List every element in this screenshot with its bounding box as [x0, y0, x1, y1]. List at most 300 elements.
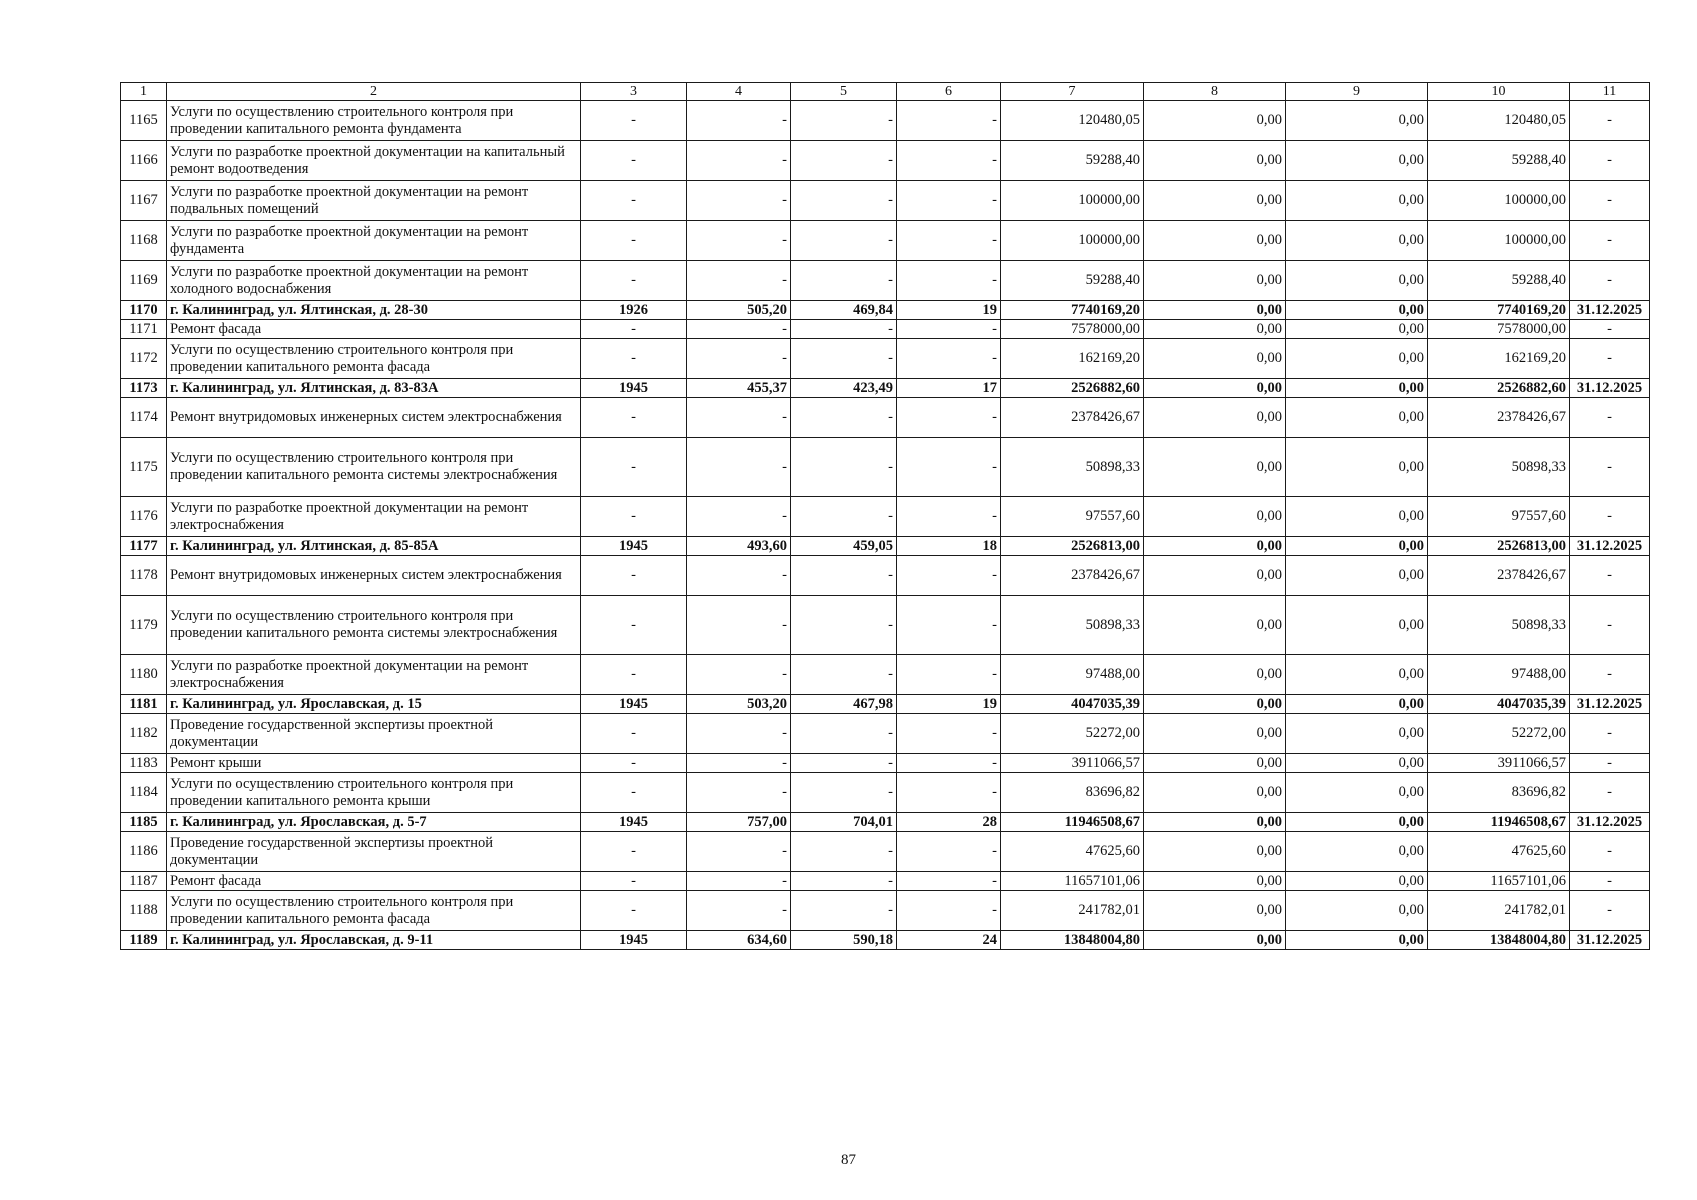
total-area-cell: - — [687, 320, 791, 339]
fund-cost-cell: 0,00 — [1144, 773, 1286, 813]
completion-date-cell: - — [1570, 398, 1650, 438]
owners-cost-cell: 120480,05 — [1428, 101, 1570, 141]
completion-date-cell: - — [1570, 497, 1650, 537]
address-row — [121, 537, 1650, 556]
total-area-cell: 757,00 — [687, 813, 791, 832]
total-cost-cell: 50898,33 — [1001, 438, 1144, 497]
work-name-cell: Ремонт внутридомовых инженерных систем электроснабжения — [167, 556, 581, 596]
work-row — [121, 181, 1650, 221]
total-area-cell: - — [687, 181, 791, 221]
address-row — [121, 379, 1650, 398]
fund-cost-cell: 0,00 — [1144, 141, 1286, 181]
total-cost-cell: 162169,20 — [1001, 339, 1144, 379]
row-number-cell: 1179 — [121, 596, 167, 655]
header-cell: 6 — [897, 83, 1001, 101]
year-cell: - — [581, 398, 687, 438]
living-area-cell: - — [791, 891, 897, 931]
row-number-cell: 1171 — [121, 320, 167, 339]
total-area-cell: - — [687, 261, 791, 301]
residents-cell: - — [897, 141, 1001, 181]
completion-date-cell: - — [1570, 714, 1650, 754]
row-number-cell: 1180 — [121, 655, 167, 695]
living-area-cell: - — [791, 141, 897, 181]
total-cost-cell: 47625,60 — [1001, 832, 1144, 872]
header-cell: 8 — [1144, 83, 1286, 101]
living-area-cell: - — [791, 181, 897, 221]
work-name-cell: Услуги по разработке проектной документации на ремонт электроснабжения — [167, 497, 581, 537]
budget-cost-cell: 0,00 — [1286, 141, 1428, 181]
completion-date-cell: - — [1570, 339, 1650, 379]
year-cell: 1945 — [581, 931, 687, 950]
completion-date-cell: - — [1570, 596, 1650, 655]
fund-cost-cell: 0,00 — [1144, 813, 1286, 832]
year-cell: - — [581, 773, 687, 813]
year-cell: - — [581, 438, 687, 497]
budget-cost-cell: 0,00 — [1286, 754, 1428, 773]
completion-date-cell: - — [1570, 181, 1650, 221]
row-number-cell: 1181 — [121, 695, 167, 714]
owners-cost-cell: 97488,00 — [1428, 655, 1570, 695]
total-area-cell: - — [687, 101, 791, 141]
work-row — [121, 497, 1650, 537]
residents-cell: 17 — [897, 379, 1001, 398]
year-cell: 1945 — [581, 379, 687, 398]
row-number-cell: 1172 — [121, 339, 167, 379]
header-cell: 1 — [121, 83, 167, 101]
residents-cell: 24 — [897, 931, 1001, 950]
total-cost-cell: 50898,33 — [1001, 596, 1144, 655]
budget-cost-cell: 0,00 — [1286, 101, 1428, 141]
fund-cost-cell: 0,00 — [1144, 438, 1286, 497]
fund-cost-cell: 0,00 — [1144, 221, 1286, 261]
total-cost-cell: 100000,00 — [1001, 221, 1144, 261]
fund-cost-cell: 0,00 — [1144, 891, 1286, 931]
row-number-cell: 1168 — [121, 221, 167, 261]
living-area-cell: - — [791, 339, 897, 379]
residents-cell: - — [897, 221, 1001, 261]
residents-cell: 18 — [897, 537, 1001, 556]
work-row — [121, 773, 1650, 813]
row-number-cell: 1169 — [121, 261, 167, 301]
total-area-cell: 505,20 — [687, 301, 791, 320]
year-cell: 1945 — [581, 537, 687, 556]
work-row — [121, 101, 1650, 141]
owners-cost-cell: 7578000,00 — [1428, 320, 1570, 339]
year-cell: - — [581, 261, 687, 301]
total-cost-cell: 2378426,67 — [1001, 556, 1144, 596]
budget-cost-cell: 0,00 — [1286, 931, 1428, 950]
year-cell: 1945 — [581, 695, 687, 714]
work-name-cell: Услуги по разработке проектной документации на ремонт электроснабжения — [167, 655, 581, 695]
fund-cost-cell: 0,00 — [1144, 714, 1286, 754]
fund-cost-cell: 0,00 — [1144, 695, 1286, 714]
fund-cost-cell: 0,00 — [1144, 931, 1286, 950]
work-name-cell: Услуги по осуществлению строительного контроля при проведении капитального ремонта фасада — [167, 339, 581, 379]
year-cell: - — [581, 655, 687, 695]
living-area-cell: - — [791, 773, 897, 813]
total-cost-cell: 97488,00 — [1001, 655, 1144, 695]
budget-cost-cell: 0,00 — [1286, 714, 1428, 754]
work-row — [121, 714, 1650, 754]
work-row — [121, 261, 1650, 301]
total-area-cell: - — [687, 141, 791, 181]
budget-cost-cell: 0,00 — [1286, 379, 1428, 398]
budget-cost-cell: 0,00 — [1286, 537, 1428, 556]
total-cost-cell: 241782,01 — [1001, 891, 1144, 931]
total-area-cell: - — [687, 339, 791, 379]
residents-cell: - — [897, 714, 1001, 754]
total-cost-cell: 2526882,60 — [1001, 379, 1144, 398]
work-name-cell: Услуги по разработке проектной документации на ремонт фундамента — [167, 221, 581, 261]
header-cell: 11 — [1570, 83, 1650, 101]
budget-cost-cell: 0,00 — [1286, 301, 1428, 320]
fund-cost-cell: 0,00 — [1144, 556, 1286, 596]
work-name-cell: Услуги по разработке проектной документации на ремонт подвальных помещений — [167, 181, 581, 221]
row-number-cell: 1187 — [121, 872, 167, 891]
header-cell: 2 — [167, 83, 581, 101]
row-number-cell: 1165 — [121, 101, 167, 141]
address-row — [121, 301, 1650, 320]
header-cell: 10 — [1428, 83, 1570, 101]
total-area-cell: - — [687, 438, 791, 497]
residents-cell: - — [897, 320, 1001, 339]
page-number: 87 — [841, 1152, 856, 1168]
total-cost-cell: 13848004,80 — [1001, 931, 1144, 950]
work-name-cell: Услуги по разработке проектной документации на ремонт холодного водоснабжения — [167, 261, 581, 301]
owners-cost-cell: 50898,33 — [1428, 438, 1570, 497]
year-cell: - — [581, 181, 687, 221]
owners-cost-cell: 4047035,39 — [1428, 695, 1570, 714]
column-number-header — [121, 83, 1650, 101]
completion-date-cell: - — [1570, 872, 1650, 891]
fund-cost-cell: 0,00 — [1144, 379, 1286, 398]
row-number-cell: 1178 — [121, 556, 167, 596]
work-name-cell: Услуги по осуществлению строительного контроля при проведении капитального ремонта фундамента — [167, 101, 581, 141]
owners-cost-cell: 97557,60 — [1428, 497, 1570, 537]
residents-cell: - — [897, 596, 1001, 655]
row-number-cell: 1188 — [121, 891, 167, 931]
living-area-cell: - — [791, 556, 897, 596]
address-row — [121, 813, 1650, 832]
total-area-cell: 493,60 — [687, 537, 791, 556]
living-area-cell: - — [791, 398, 897, 438]
total-area-cell: - — [687, 754, 791, 773]
total-area-cell: 634,60 — [687, 931, 791, 950]
residents-cell: - — [897, 872, 1001, 891]
total-cost-cell: 4047035,39 — [1001, 695, 1144, 714]
owners-cost-cell: 13848004,80 — [1428, 931, 1570, 950]
residents-cell: - — [897, 754, 1001, 773]
total-cost-cell: 2378426,67 — [1001, 398, 1144, 438]
residents-cell: - — [897, 556, 1001, 596]
work-name-cell: Проведение государственной экспертизы проектной документации — [167, 714, 581, 754]
completion-date-cell: - — [1570, 320, 1650, 339]
residents-cell: 19 — [897, 695, 1001, 714]
owners-cost-cell: 50898,33 — [1428, 596, 1570, 655]
residents-cell: - — [897, 773, 1001, 813]
year-cell: 1926 — [581, 301, 687, 320]
owners-cost-cell: 11657101,06 — [1428, 872, 1570, 891]
total-area-cell: - — [687, 773, 791, 813]
total-area-cell: 503,20 — [687, 695, 791, 714]
work-name-cell: Услуги по осуществлению строительного контроля при проведении капитального ремонта фасада — [167, 891, 581, 931]
completion-date-cell: - — [1570, 261, 1650, 301]
fund-cost-cell: 0,00 — [1144, 537, 1286, 556]
work-name-cell: г. Калининград, ул. Ярославская, д. 15 — [167, 695, 581, 714]
completion-date-cell: 31.12.2025 — [1570, 301, 1650, 320]
table-body — [121, 83, 1650, 950]
completion-date-cell: - — [1570, 221, 1650, 261]
row-number-cell: 1174 — [121, 398, 167, 438]
owners-cost-cell: 2526813,00 — [1428, 537, 1570, 556]
work-row — [121, 556, 1650, 596]
budget-cost-cell: 0,00 — [1286, 872, 1428, 891]
living-area-cell: - — [791, 221, 897, 261]
budget-cost-cell: 0,00 — [1286, 181, 1428, 221]
fund-cost-cell: 0,00 — [1144, 181, 1286, 221]
work-row — [121, 891, 1650, 931]
budget-cost-cell: 0,00 — [1286, 695, 1428, 714]
fund-cost-cell: 0,00 — [1144, 596, 1286, 655]
work-row — [121, 221, 1650, 261]
work-row — [121, 872, 1650, 891]
work-name-cell: Ремонт внутридомовых инженерных систем электроснабжения — [167, 398, 581, 438]
owners-cost-cell: 2378426,67 — [1428, 556, 1570, 596]
living-area-cell: 423,49 — [791, 379, 897, 398]
living-area-cell: - — [791, 320, 897, 339]
work-name-cell: Услуги по осуществлению строительного контроля при проведении капитального ремонта системы электроснабжения — [167, 596, 581, 655]
header-cell: 9 — [1286, 83, 1428, 101]
row-number-cell: 1173 — [121, 379, 167, 398]
living-area-cell: - — [791, 261, 897, 301]
completion-date-cell: 31.12.2025 — [1570, 537, 1650, 556]
residents-cell: - — [897, 101, 1001, 141]
year-cell: - — [581, 320, 687, 339]
living-area-cell: - — [791, 754, 897, 773]
total-area-cell: - — [687, 891, 791, 931]
work-row — [121, 596, 1650, 655]
work-row — [121, 320, 1650, 339]
row-number-cell: 1185 — [121, 813, 167, 832]
year-cell: - — [581, 141, 687, 181]
living-area-cell: 467,98 — [791, 695, 897, 714]
living-area-cell: - — [791, 655, 897, 695]
living-area-cell: - — [791, 714, 897, 754]
fund-cost-cell: 0,00 — [1144, 339, 1286, 379]
total-area-cell: - — [687, 556, 791, 596]
total-cost-cell: 59288,40 — [1001, 261, 1144, 301]
address-row — [121, 695, 1650, 714]
work-name-cell: Ремонт фасада — [167, 872, 581, 891]
total-cost-cell: 11946508,67 — [1001, 813, 1144, 832]
living-area-cell: 459,05 — [791, 537, 897, 556]
residents-cell: - — [897, 655, 1001, 695]
header-cell: 4 — [687, 83, 791, 101]
row-number-cell: 1175 — [121, 438, 167, 497]
row-number-cell: 1189 — [121, 931, 167, 950]
fund-cost-cell: 0,00 — [1144, 398, 1286, 438]
total-cost-cell: 120480,05 — [1001, 101, 1144, 141]
living-area-cell: - — [791, 872, 897, 891]
residents-cell: - — [897, 181, 1001, 221]
residents-cell: - — [897, 497, 1001, 537]
total-area-cell: - — [687, 221, 791, 261]
completion-date-cell: - — [1570, 832, 1650, 872]
year-cell: - — [581, 754, 687, 773]
year-cell: - — [581, 556, 687, 596]
completion-date-cell: 31.12.2025 — [1570, 695, 1650, 714]
year-cell: - — [581, 339, 687, 379]
total-area-cell: - — [687, 596, 791, 655]
total-cost-cell: 100000,00 — [1001, 181, 1144, 221]
row-number-cell: 1186 — [121, 832, 167, 872]
owners-cost-cell: 11946508,67 — [1428, 813, 1570, 832]
header-cell: 3 — [581, 83, 687, 101]
row-number-cell: 1170 — [121, 301, 167, 320]
work-name-cell: г. Калининград, ул. Ялтинская, д. 83-83А — [167, 379, 581, 398]
budget-cost-cell: 0,00 — [1286, 261, 1428, 301]
work-name-cell: г. Калининград, ул. Ярославская, д. 9-11 — [167, 931, 581, 950]
fund-cost-cell: 0,00 — [1144, 754, 1286, 773]
fund-cost-cell: 0,00 — [1144, 261, 1286, 301]
residents-cell: 28 — [897, 813, 1001, 832]
address-row — [121, 931, 1650, 950]
completion-date-cell: 31.12.2025 — [1570, 379, 1650, 398]
total-cost-cell: 83696,82 — [1001, 773, 1144, 813]
year-cell: 1945 — [581, 813, 687, 832]
work-name-cell: г. Калининград, ул. Ялтинская, д. 28-30 — [167, 301, 581, 320]
owners-cost-cell: 59288,40 — [1428, 141, 1570, 181]
year-cell: - — [581, 891, 687, 931]
completion-date-cell: 31.12.2025 — [1570, 931, 1650, 950]
budget-cost-cell: 0,00 — [1286, 773, 1428, 813]
owners-cost-cell: 162169,20 — [1428, 339, 1570, 379]
residents-cell: - — [897, 339, 1001, 379]
work-name-cell: Услуги по разработке проектной документации на капитальный ремонт водоотведения — [167, 141, 581, 181]
work-name-cell: Услуги по осуществлению строительного контроля при проведении капитального ремонта системы электроснабжения — [167, 438, 581, 497]
year-cell: - — [581, 497, 687, 537]
work-row — [121, 141, 1650, 181]
living-area-cell: 704,01 — [791, 813, 897, 832]
completion-date-cell: - — [1570, 438, 1650, 497]
budget-cost-cell: 0,00 — [1286, 398, 1428, 438]
total-cost-cell: 97557,60 — [1001, 497, 1144, 537]
header-cell: 5 — [791, 83, 897, 101]
budget-cost-cell: 0,00 — [1286, 339, 1428, 379]
work-row — [121, 339, 1650, 379]
owners-cost-cell: 59288,40 — [1428, 261, 1570, 301]
row-number-cell: 1167 — [121, 181, 167, 221]
owners-cost-cell: 241782,01 — [1428, 891, 1570, 931]
work-name-cell: Ремонт фасада — [167, 320, 581, 339]
completion-date-cell: - — [1570, 556, 1650, 596]
work-name-cell: г. Калининград, ул. Ярославская, д. 5-7 — [167, 813, 581, 832]
total-cost-cell: 59288,40 — [1001, 141, 1144, 181]
year-cell: - — [581, 832, 687, 872]
work-row — [121, 655, 1650, 695]
owners-cost-cell: 2378426,67 — [1428, 398, 1570, 438]
budget-cost-cell: 0,00 — [1286, 655, 1428, 695]
row-number-cell: 1184 — [121, 773, 167, 813]
row-number-cell: 1182 — [121, 714, 167, 754]
owners-cost-cell: 83696,82 — [1428, 773, 1570, 813]
work-name-cell: г. Калининград, ул. Ялтинская, д. 85-85А — [167, 537, 581, 556]
row-number-cell: 1166 — [121, 141, 167, 181]
living-area-cell: 590,18 — [791, 931, 897, 950]
fund-cost-cell: 0,00 — [1144, 101, 1286, 141]
fund-cost-cell: 0,00 — [1144, 320, 1286, 339]
work-name-cell: Услуги по осуществлению строительного контроля при проведении капитального ремонта крыши — [167, 773, 581, 813]
total-area-cell: - — [687, 655, 791, 695]
row-number-cell: 1177 — [121, 537, 167, 556]
total-cost-cell: 3911066,57 — [1001, 754, 1144, 773]
completion-date-cell: - — [1570, 891, 1650, 931]
owners-cost-cell: 47625,60 — [1428, 832, 1570, 872]
owners-cost-cell: 52272,00 — [1428, 714, 1570, 754]
residents-cell: - — [897, 398, 1001, 438]
total-cost-cell: 11657101,06 — [1001, 872, 1144, 891]
work-name-cell: Проведение государственной экспертизы проектной документации — [167, 832, 581, 872]
living-area-cell: 469,84 — [791, 301, 897, 320]
total-area-cell: - — [687, 714, 791, 754]
fund-cost-cell: 0,00 — [1144, 832, 1286, 872]
work-row — [121, 754, 1650, 773]
residents-cell: - — [897, 438, 1001, 497]
total-area-cell: - — [687, 832, 791, 872]
fund-cost-cell: 0,00 — [1144, 872, 1286, 891]
living-area-cell: - — [791, 832, 897, 872]
fund-cost-cell: 0,00 — [1144, 655, 1286, 695]
total-area-cell: - — [687, 398, 791, 438]
budget-cost-cell: 0,00 — [1286, 221, 1428, 261]
budget-cost-cell: 0,00 — [1286, 596, 1428, 655]
budget-cost-cell: 0,00 — [1286, 438, 1428, 497]
owners-cost-cell: 3911066,57 — [1428, 754, 1570, 773]
living-area-cell: - — [791, 497, 897, 537]
year-cell: - — [581, 101, 687, 141]
year-cell: - — [581, 596, 687, 655]
work-row — [121, 438, 1650, 497]
living-area-cell: - — [791, 101, 897, 141]
completion-date-cell: - — [1570, 773, 1650, 813]
completion-date-cell: - — [1570, 754, 1650, 773]
total-cost-cell: 52272,00 — [1001, 714, 1144, 754]
work-name-cell: Ремонт крыши — [167, 754, 581, 773]
completion-date-cell: 31.12.2025 — [1570, 813, 1650, 832]
residents-cell: - — [897, 832, 1001, 872]
total-area-cell: - — [687, 872, 791, 891]
works-table — [120, 82, 1650, 950]
fund-cost-cell: 0,00 — [1144, 497, 1286, 537]
owners-cost-cell: 100000,00 — [1428, 221, 1570, 261]
owners-cost-cell: 2526882,60 — [1428, 379, 1570, 398]
fund-cost-cell: 0,00 — [1144, 301, 1286, 320]
work-row — [121, 398, 1650, 438]
budget-cost-cell: 0,00 — [1286, 556, 1428, 596]
row-number-cell: 1176 — [121, 497, 167, 537]
residents-cell: 19 — [897, 301, 1001, 320]
living-area-cell: - — [791, 438, 897, 497]
residents-cell: - — [897, 891, 1001, 931]
year-cell: - — [581, 872, 687, 891]
owners-cost-cell: 7740169,20 — [1428, 301, 1570, 320]
budget-cost-cell: 0,00 — [1286, 891, 1428, 931]
total-area-cell: - — [687, 497, 791, 537]
completion-date-cell: - — [1570, 655, 1650, 695]
work-row — [121, 832, 1650, 872]
total-cost-cell: 7740169,20 — [1001, 301, 1144, 320]
living-area-cell: - — [791, 596, 897, 655]
